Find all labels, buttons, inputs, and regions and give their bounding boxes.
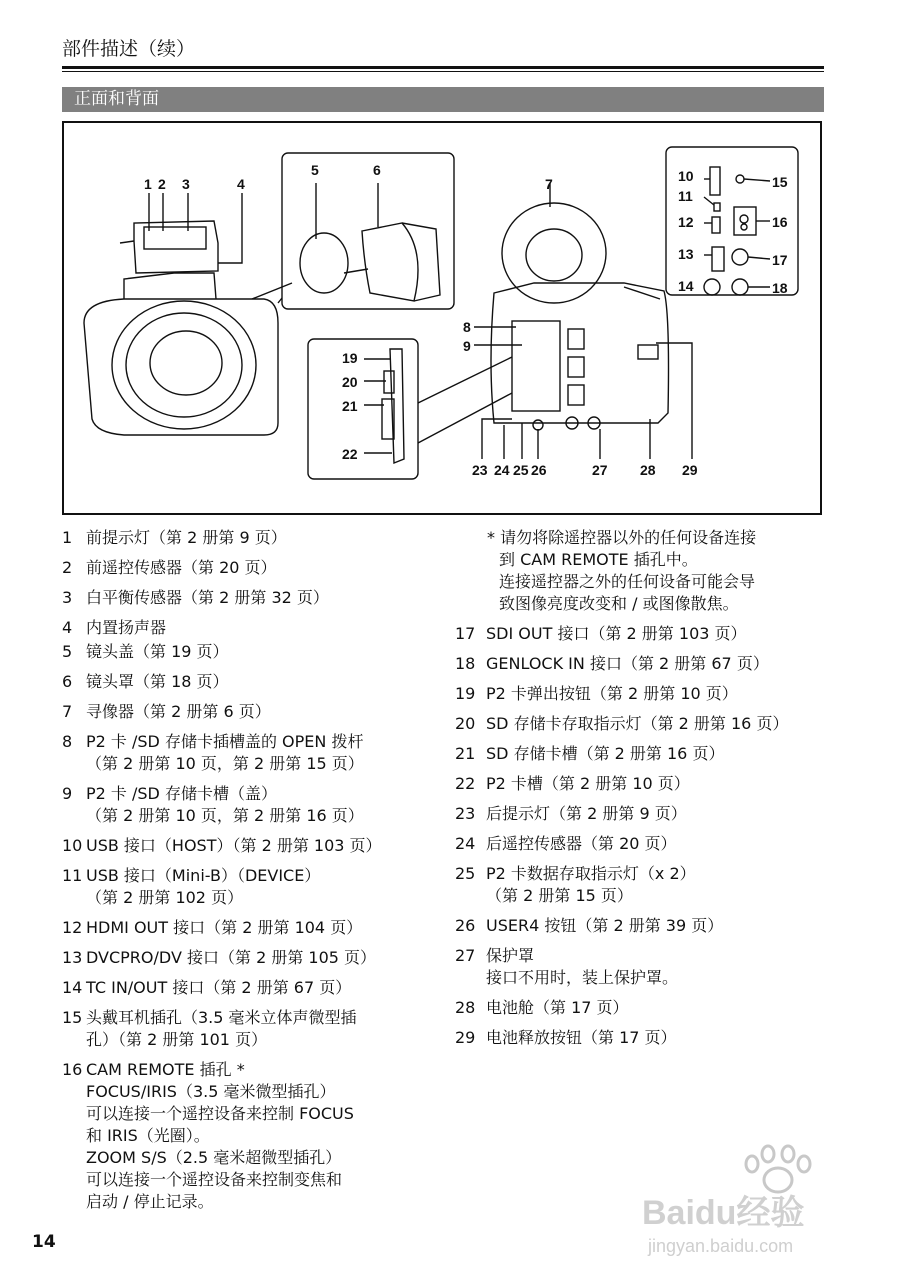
list-item xyxy=(62,641,442,663)
page-header-title: 部件描述（续） xyxy=(62,38,196,60)
camera-illustration xyxy=(64,123,820,513)
item-text: P2 卡 /SD 存储卡槽（盖） xyxy=(86,784,277,803)
list-item xyxy=(62,947,442,969)
front-lens-hood xyxy=(84,299,278,435)
item-text: CAM REMOTE 插孔 * xyxy=(86,1060,245,1079)
item-text: （第 2 册第 10 页，第 2 册第 15 页） xyxy=(86,754,364,773)
eyecup-inner xyxy=(526,229,582,281)
callout-27: 27 xyxy=(592,462,608,478)
camera-parts-figure xyxy=(62,121,822,515)
item-number: 29 xyxy=(455,1028,476,1047)
item-text: 可以连接一个遥控设备来控制 FOCUS xyxy=(86,1104,354,1123)
list-item xyxy=(455,945,835,989)
rear-connector-panel xyxy=(638,345,658,359)
item-number: 9 xyxy=(62,784,73,803)
list-item xyxy=(62,835,442,857)
front-lens-inner xyxy=(150,331,222,395)
watermark-url: jingyan.baidu.com xyxy=(648,1236,794,1256)
list-item xyxy=(455,653,835,675)
callout-1: 1 xyxy=(144,176,152,192)
callout-14: 14 xyxy=(678,278,694,294)
callout-17: 17 xyxy=(772,252,788,268)
lens-hood xyxy=(362,223,418,301)
item-number: 19 xyxy=(455,684,476,703)
item-text: 白平衡传感器（第 2 册第 32 页） xyxy=(86,588,329,607)
item-number: 2 xyxy=(62,558,73,577)
callout-22: 22 xyxy=(342,446,358,462)
list-item xyxy=(62,1007,442,1051)
item-number: 22 xyxy=(455,774,476,793)
list-item xyxy=(62,527,442,549)
item-text: 保护罩 xyxy=(486,946,535,965)
callout-16: 16 xyxy=(772,214,788,230)
item-text: 和 IRIS（光圈）。 xyxy=(86,1126,210,1145)
baidu-watermark xyxy=(628,1140,858,1270)
callout-26: 26 xyxy=(531,462,547,478)
item-number: 25 xyxy=(455,864,476,883)
callout-19: 19 xyxy=(342,350,358,366)
item-number: 4 xyxy=(62,618,73,637)
item-text: （第 2 册第 102 页） xyxy=(86,888,244,907)
item-text: HDMI OUT 接口（第 2 册第 104 页） xyxy=(86,918,363,937)
item-number: 18 xyxy=(455,654,476,673)
callout-20: 20 xyxy=(342,374,358,390)
list-item xyxy=(62,977,442,999)
callout-3: 3 xyxy=(182,176,190,192)
item-text: 前遥控传感器（第 20 页） xyxy=(86,558,277,577)
card-slot-cover xyxy=(512,321,560,411)
list-item xyxy=(62,917,442,939)
callout-24: 24 xyxy=(494,462,510,478)
item-text: 接口不用时，装上保护罩。 xyxy=(486,968,679,987)
item-text: 后遥控传感器（第 20 页） xyxy=(486,834,677,853)
list-item xyxy=(455,623,835,645)
item-number: 28 xyxy=(455,998,476,1017)
item-text: GENLOCK IN 接口（第 2 册第 67 页） xyxy=(486,654,769,673)
item-text: 内置扬声器 xyxy=(86,618,167,637)
item-text: ZOOM S/S（2.5 毫米超微型插孔） xyxy=(86,1148,342,1167)
item-number: 3 xyxy=(62,588,73,607)
item-text: DVCPRO/DV 接口（第 2 册第 105 页） xyxy=(86,948,377,967)
item-number: 10 xyxy=(62,836,83,855)
item-number: 11 xyxy=(62,866,83,885)
page-number: 14 xyxy=(32,1232,56,1252)
item-text: USER4 按钮（第 2 册第 39 页） xyxy=(486,916,724,935)
header-rule xyxy=(62,66,824,69)
item-text: 镜头盖（第 19 页） xyxy=(86,642,229,661)
item-number: 1 xyxy=(62,528,73,547)
note-text: * 请勿将除遥控器以外的任何设备连接 xyxy=(487,528,757,547)
item-text: 后提示灯（第 2 册第 9 页） xyxy=(486,804,687,823)
list-item xyxy=(455,683,835,705)
item-text: SD 存储卡槽（第 2 册第 16 页） xyxy=(486,744,725,763)
list-item xyxy=(62,865,442,909)
item-text: （第 2 册第 10 页，第 2 册第 16 页） xyxy=(86,806,364,825)
list-item xyxy=(455,773,835,795)
user4-button xyxy=(533,420,543,430)
lens-cap xyxy=(300,233,348,293)
item-text: P2 卡 /SD 存储卡插槽盖的 OPEN 拨杆 xyxy=(86,732,364,751)
note-text: 致图像亮度改变和 / 或图像散焦。 xyxy=(499,594,739,613)
item-number: 15 xyxy=(62,1008,83,1027)
item-number: 8 xyxy=(62,732,73,751)
callout-21: 21 xyxy=(342,398,358,414)
item-text: 启动 / 停止记录。 xyxy=(86,1192,214,1211)
callout-29: 29 xyxy=(682,462,698,478)
list-item xyxy=(455,713,835,735)
callout-28: 28 xyxy=(640,462,656,478)
callout-18: 18 xyxy=(772,280,788,296)
callout-15: 15 xyxy=(772,174,788,190)
list-item xyxy=(62,731,442,775)
item-number: 12 xyxy=(62,918,83,937)
item-text: USB 接口（HOST）（第 2 册第 103 页） xyxy=(86,836,382,855)
rear-body xyxy=(491,283,669,423)
callout-12: 12 xyxy=(678,214,694,230)
item-number: 5 xyxy=(62,642,73,661)
list-item xyxy=(62,701,442,723)
list-item xyxy=(62,783,442,827)
list-item xyxy=(455,997,835,1019)
item-number: 16 xyxy=(62,1060,83,1079)
item-number: 6 xyxy=(62,672,73,691)
note-text: 连接遥控器之外的任何设备可能会导 xyxy=(499,572,756,591)
callout-9: 9 xyxy=(463,338,471,354)
callout-7: 7 xyxy=(545,176,553,192)
list-item xyxy=(62,1059,442,1213)
callout-10: 10 xyxy=(678,168,694,184)
callout-11: 11 xyxy=(678,188,693,204)
eyecup-outer xyxy=(502,203,606,303)
item-number: 7 xyxy=(62,702,73,721)
list-item xyxy=(455,803,835,825)
cam-remote-note xyxy=(487,527,835,615)
item-number: 24 xyxy=(455,834,476,853)
callout-8: 8 xyxy=(463,319,471,335)
item-text: P2 卡弹出按钮（第 2 册第 10 页） xyxy=(486,684,738,703)
item-text: 寻像器（第 2 册第 6 页） xyxy=(86,702,271,721)
paw-icon xyxy=(764,1168,792,1192)
callout-2: 2 xyxy=(158,176,166,192)
item-number: 23 xyxy=(455,804,476,823)
list-item xyxy=(62,557,442,579)
callout-23: 23 xyxy=(472,462,488,478)
item-text: 孔）（第 2 册第 101 页） xyxy=(86,1030,268,1049)
parts-list-left xyxy=(62,527,442,1221)
item-text: FOCUS/IRIS（3.5 毫米微型插孔） xyxy=(86,1082,336,1101)
parts-list-right xyxy=(455,527,835,1057)
note-text: 到 CAM REMOTE 插孔中。 xyxy=(499,550,698,569)
item-text: TC IN/OUT 接口（第 2 册第 67 页） xyxy=(86,978,352,997)
callout-6: 6 xyxy=(373,162,381,178)
item-text: P2 卡数据存取指示灯（x 2） xyxy=(486,864,696,883)
list-item xyxy=(455,1027,835,1049)
list-item xyxy=(62,671,442,693)
item-number: 26 xyxy=(455,916,476,935)
front-lens-mid xyxy=(126,313,242,417)
item-number: 14 xyxy=(62,978,83,997)
section-title: 正面和背面 xyxy=(74,89,159,109)
item-text: 电池舱（第 17 页） xyxy=(486,998,629,1017)
item-text: 电池释放按钮（第 17 页） xyxy=(486,1028,677,1047)
list-item xyxy=(62,617,442,639)
list-item xyxy=(455,915,835,937)
list-item xyxy=(455,863,835,907)
section-title-bar xyxy=(62,87,824,112)
front-handle xyxy=(124,273,216,299)
item-text: USB 接口（Mini-B）（DEVICE） xyxy=(86,866,321,885)
item-text: 镜头罩（第 18 页） xyxy=(86,672,229,691)
front-lens-outer xyxy=(112,301,256,429)
item-text: SD 存储卡存取指示灯（第 2 册第 16 页） xyxy=(486,714,789,733)
item-number: 21 xyxy=(455,744,476,763)
item-text: 前提示灯（第 2 册第 9 页） xyxy=(86,528,287,547)
item-text: 头戴耳机插孔（3.5 毫米立体声微型插 xyxy=(86,1008,357,1027)
callout-25: 25 xyxy=(513,462,529,478)
item-number: 17 xyxy=(455,624,476,643)
item-text: （第 2 册第 15 页） xyxy=(486,886,633,905)
watermark-brand: Baidu经验 xyxy=(642,1194,805,1232)
list-item xyxy=(455,743,835,765)
item-number: 27 xyxy=(455,946,476,965)
list-item xyxy=(455,833,835,855)
callout-13: 13 xyxy=(678,246,694,262)
callout-4: 4 xyxy=(237,176,245,192)
item-text: P2 卡槽（第 2 册第 10 页） xyxy=(486,774,690,793)
list-item xyxy=(62,587,442,609)
item-number: 13 xyxy=(62,948,83,967)
item-number: 20 xyxy=(455,714,476,733)
header-rule-thin xyxy=(62,71,824,72)
item-text: 可以连接一个遥控设备来控制变焦和 xyxy=(86,1170,343,1189)
callout-5: 5 xyxy=(311,162,319,178)
front-top-sensor xyxy=(144,227,206,249)
item-text: SDI OUT 接口（第 2 册第 103 页） xyxy=(486,624,747,643)
